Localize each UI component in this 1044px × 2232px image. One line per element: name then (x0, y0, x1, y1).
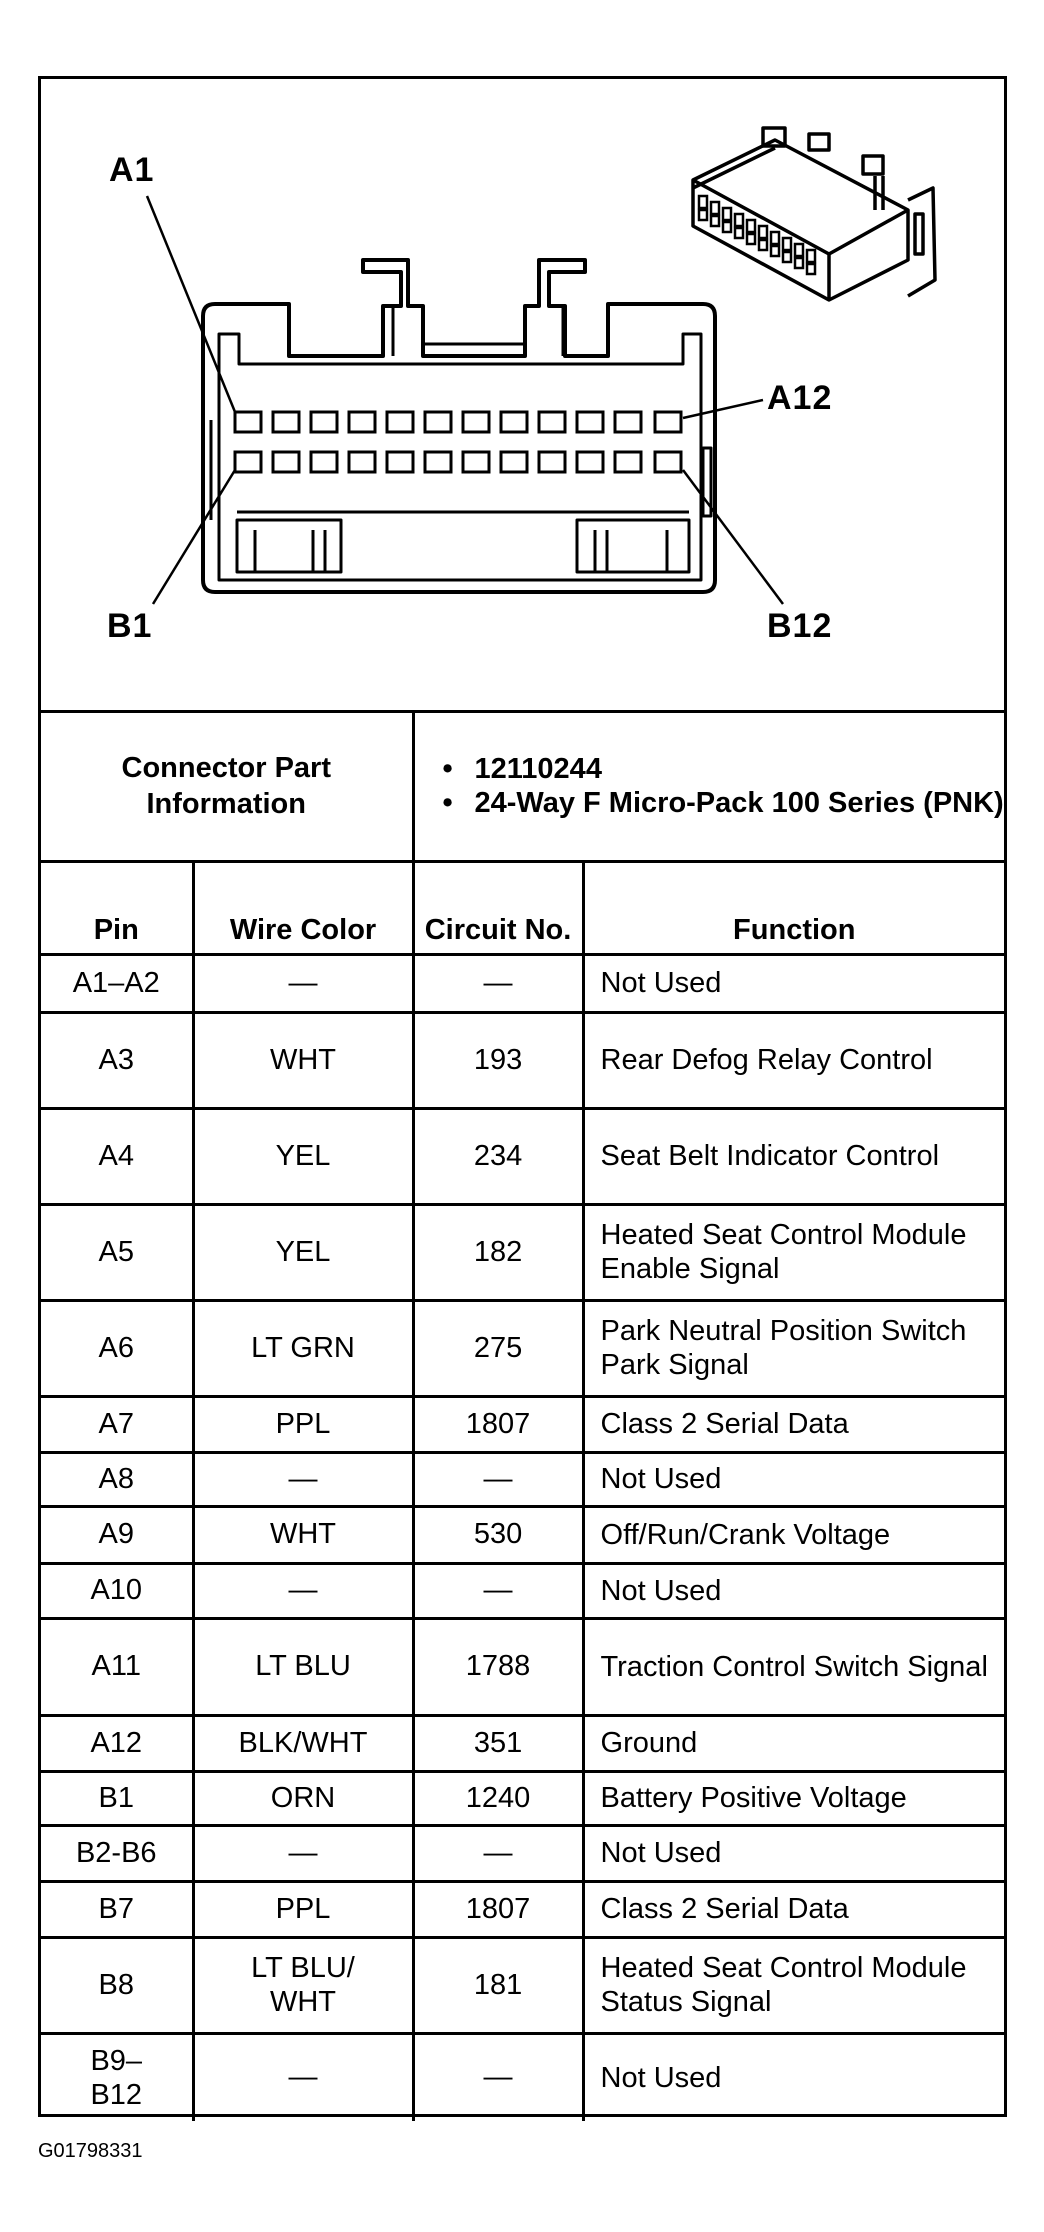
circuit-cell: 1788 (413, 1618, 583, 1715)
connector-info-row (41, 713, 1004, 861)
circuit-cell: 530 (413, 1506, 583, 1563)
function-cell: Not Used (583, 1563, 1004, 1618)
function-cell: Off/Run/Crank Voltage (583, 1506, 1004, 1563)
table-row (41, 2033, 1004, 2121)
pin-cell: B2-B6 (41, 1825, 193, 1881)
wire-color-cell: ORN (193, 1771, 413, 1825)
connector-sheet (38, 76, 1007, 2117)
table-row (41, 1452, 1004, 1506)
function-cell: Not Used (583, 954, 1004, 1012)
pin-cell: B9– B12 (41, 2033, 193, 2121)
table-row (41, 1012, 1004, 1108)
table-row (41, 1881, 1004, 1937)
function-cell: Class 2 Serial Data (583, 1396, 1004, 1452)
connector-face-drawing (41, 79, 1004, 710)
table-header-row (41, 861, 1004, 954)
table-row (41, 954, 1004, 1012)
wire-color-cell: — (193, 1563, 413, 1618)
pin-cell: A10 (41, 1563, 193, 1618)
wire-color-cell: — (193, 1452, 413, 1506)
circuit-cell: 275 (413, 1300, 583, 1396)
label-b1: B1 (107, 607, 153, 645)
pin-cell: A11 (41, 1618, 193, 1715)
header-circuit-no: Circuit No. (413, 861, 583, 954)
function-cell: Not Used (583, 2033, 1004, 2121)
header-wire-color: Wire Color (193, 861, 413, 954)
wire-color-cell: PPL (193, 1881, 413, 1937)
wire-color-cell: — (193, 954, 413, 1012)
figure-id: G01798331 (38, 2140, 143, 2162)
function-cell: Heated Seat Control Module Status Signal (583, 1937, 1004, 2033)
pin-cell: A6 (41, 1300, 193, 1396)
label-a1: A1 (109, 151, 155, 189)
table-row (41, 1618, 1004, 1715)
function-cell: Not Used (583, 1825, 1004, 1881)
header-function: Function (583, 861, 1004, 954)
circuit-cell: — (413, 2033, 583, 2121)
function-cell: Ground (583, 1715, 1004, 1771)
table-row (41, 1204, 1004, 1300)
connector-diagram (41, 79, 1004, 713)
label-b12: B12 (767, 607, 833, 645)
table-row (41, 1937, 1004, 2033)
function-cell: Heated Seat Control Module Enable Signal (583, 1204, 1004, 1300)
table-row (41, 1715, 1004, 1771)
circuit-cell: 182 (413, 1204, 583, 1300)
pin-cell: A3 (41, 1012, 193, 1108)
function-cell: Traction Control Switch Signal (583, 1618, 1004, 1715)
connector-info-label: Connector Part Information (41, 713, 413, 861)
circuit-cell: 234 (413, 1108, 583, 1204)
part-number: • 12110244 (443, 752, 1004, 786)
pin-cell: B7 (41, 1881, 193, 1937)
pin-cell: A9 (41, 1506, 193, 1563)
wire-color-cell: WHT (193, 1012, 413, 1108)
circuit-cell: 351 (413, 1715, 583, 1771)
table-row (41, 1825, 1004, 1881)
pinout-table (41, 713, 1004, 2121)
pin-cell: B1 (41, 1771, 193, 1825)
wire-color-cell: YEL (193, 1108, 413, 1204)
pin-cell: A4 (41, 1108, 193, 1204)
pin-cell: B8 (41, 1937, 193, 2033)
function-cell: Battery Positive Voltage (583, 1771, 1004, 1825)
table-row (41, 1506, 1004, 1563)
header-pin: Pin (41, 861, 193, 954)
function-cell: Seat Belt Indicator Control (583, 1108, 1004, 1204)
pin-cavities (235, 412, 681, 472)
wire-color-cell: — (193, 2033, 413, 2121)
circuit-cell: 181 (413, 1937, 583, 2033)
circuit-cell: 1807 (413, 1396, 583, 1452)
circuit-cell: — (413, 1452, 583, 1506)
table-row (41, 1300, 1004, 1396)
pin-cell: A5 (41, 1204, 193, 1300)
wire-color-cell: LT GRN (193, 1300, 413, 1396)
table-row (41, 1771, 1004, 1825)
pin-cell: A12 (41, 1715, 193, 1771)
circuit-cell: — (413, 1563, 583, 1618)
circuit-cell: 193 (413, 1012, 583, 1108)
label-a12: A12 (767, 379, 833, 417)
table-row (41, 1563, 1004, 1618)
wire-color-cell: LT BLU/ WHT (193, 1937, 413, 2033)
connector-description: • 24-Way F Micro-Pack 100 Series (PNK) (443, 786, 1004, 820)
table-row (41, 1396, 1004, 1452)
pin-cell: A1–A2 (41, 954, 193, 1012)
circuit-cell: 1807 (413, 1881, 583, 1937)
wire-color-cell: PPL (193, 1396, 413, 1452)
table-row (41, 1108, 1004, 1204)
function-cell: Rear Defog Relay Control (583, 1012, 1004, 1108)
wire-color-cell: YEL (193, 1204, 413, 1300)
circuit-cell: — (413, 954, 583, 1012)
function-cell: Not Used (583, 1452, 1004, 1506)
wire-color-cell: WHT (193, 1506, 413, 1563)
connector-info-values (413, 713, 1004, 861)
pin-cell: A8 (41, 1452, 193, 1506)
circuit-cell: 1240 (413, 1771, 583, 1825)
wire-color-cell: — (193, 1825, 413, 1881)
wire-color-cell: BLK/WHT (193, 1715, 413, 1771)
function-cell: Park Neutral Position Switch Park Signal (583, 1300, 1004, 1396)
circuit-cell: — (413, 1825, 583, 1881)
function-cell: Class 2 Serial Data (583, 1881, 1004, 1937)
pin-cell: A7 (41, 1396, 193, 1452)
wire-color-cell: LT BLU (193, 1618, 413, 1715)
